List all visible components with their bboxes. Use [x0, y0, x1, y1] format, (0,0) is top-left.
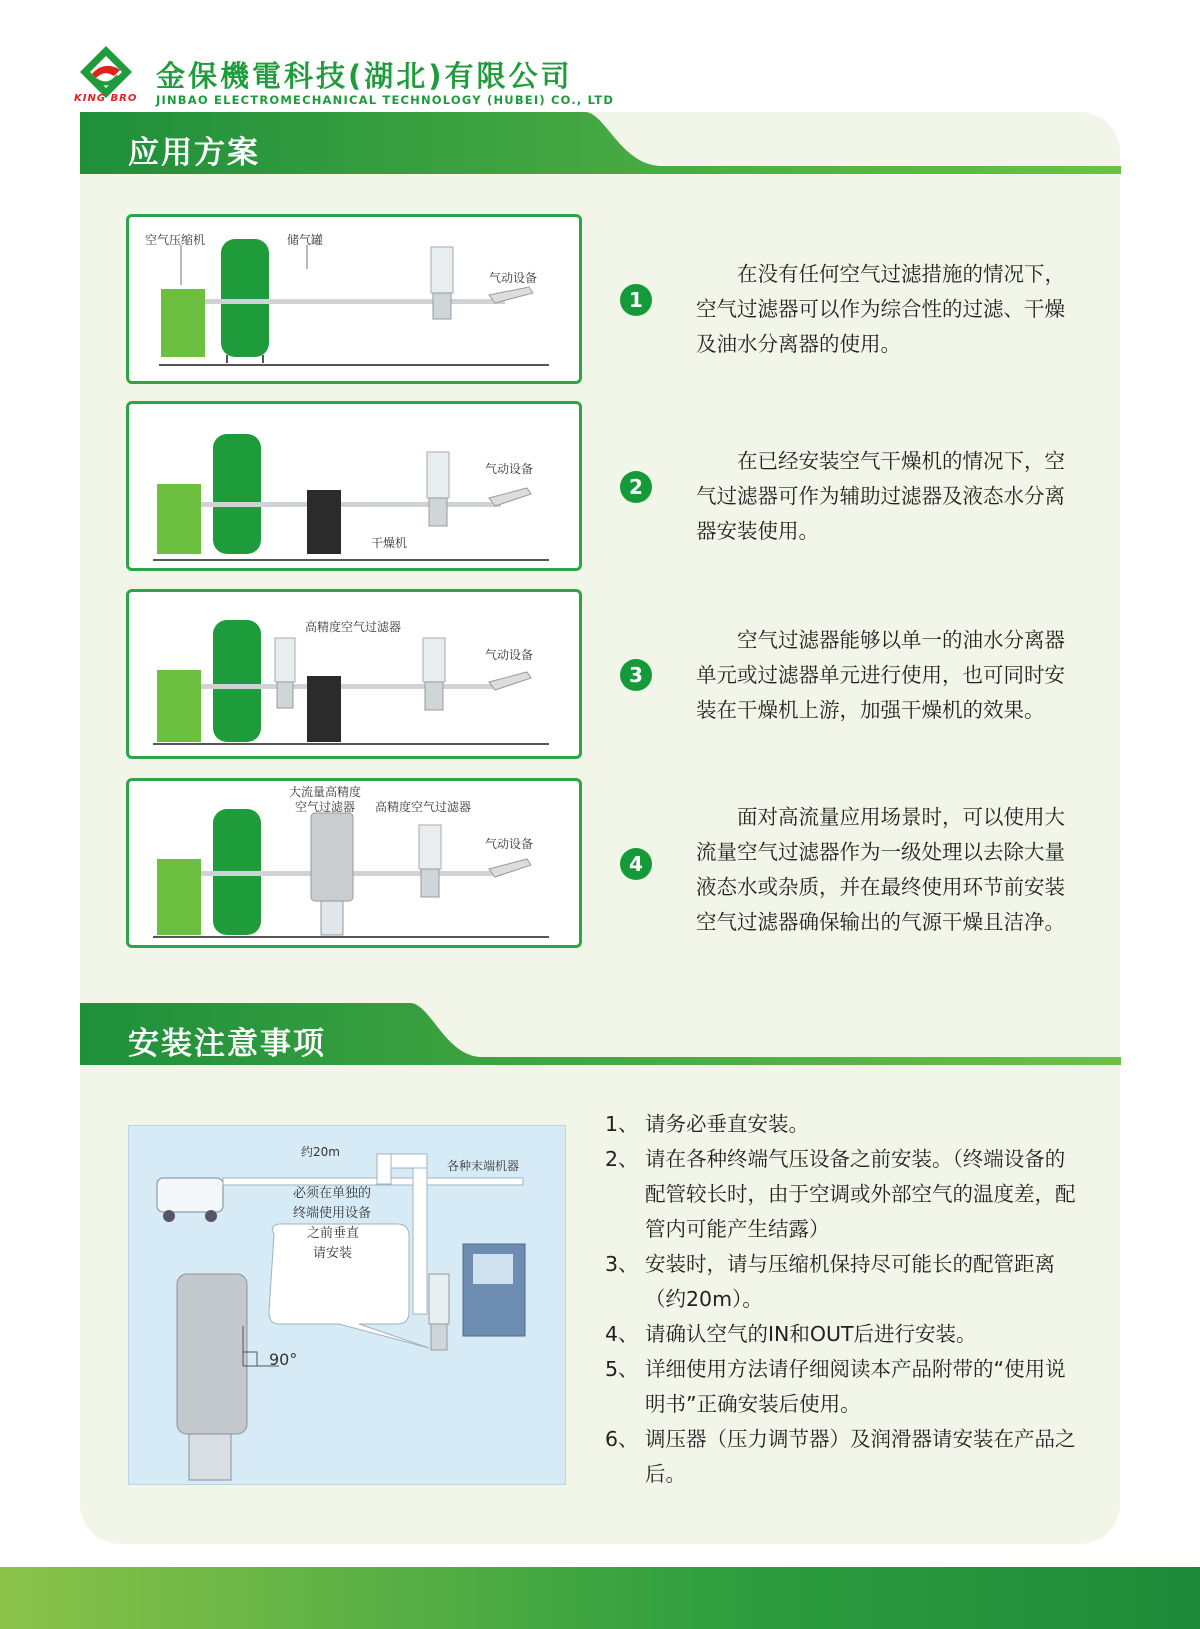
item-number: 1: [620, 284, 652, 316]
logo-text: KING BRO: [74, 93, 138, 104]
item-text: 在没有任何空气过滤措施的情况下，空气过滤器可以作为综合性的过滤、干燥及油水分离器的使用。: [696, 262, 1065, 356]
bubble-line-4: 请安装: [313, 1246, 353, 1261]
install-drawing: [129, 1126, 567, 1486]
label-equipment: 气动设备: [485, 462, 534, 476]
note-item: [605, 1142, 1085, 1247]
label-filter: 高精度空气过滤器: [375, 800, 472, 814]
diagram-1: [126, 214, 582, 384]
diagram-2: [126, 401, 582, 571]
install-notes-list: [605, 1107, 1085, 1492]
label-equipment: 气动设备: [485, 837, 534, 851]
bubble-line-2: 终端使用设备: [293, 1206, 372, 1221]
section-title: 应用方案: [128, 135, 260, 171]
label-filter: 高精度空气过滤器: [305, 620, 402, 634]
company-name-cn: 金保機電科技(湖北)有限公司: [156, 59, 573, 93]
note-item: [605, 1317, 1085, 1352]
note-text: 调压器（压力调节器）及润滑器请安装在产品之后。: [645, 1427, 1076, 1486]
label-compressor: 空气压缩机: [145, 233, 206, 247]
item-text: 在已经安装空气干燥机的情况下，空气过滤器可作为辅助过滤器及液态水分离器安装使用。: [696, 449, 1065, 543]
note-text: 请确认空气的IN和OUT后进行安装。: [645, 1322, 977, 1346]
note-item: [605, 1422, 1085, 1492]
bubble-line-1: 必须在单独的: [293, 1186, 372, 1201]
note-number: 3、: [605, 1252, 639, 1276]
diagram-4: [126, 778, 582, 948]
label-distance: 约20m: [301, 1145, 340, 1159]
note-text: 请务必垂直安装。: [645, 1112, 809, 1136]
company-name-en: JINBAO ELECTROMECHANICAL TECHNOLOGY (HUBEI) CO., LTD: [156, 93, 615, 107]
section-header-install: [80, 1003, 1121, 1073]
bottom-bar: [0, 1567, 1200, 1629]
note-item: [605, 1247, 1085, 1317]
label-tank: 储气罐: [287, 233, 324, 247]
note-number: 2、: [605, 1147, 639, 1171]
bubble-line-3: 之前垂直: [307, 1226, 360, 1241]
diagram-3-illustration: [129, 592, 579, 756]
note-number: 4、: [605, 1322, 639, 1346]
section-header-application: [80, 112, 1121, 182]
label-machines: 各种末端机器: [447, 1159, 520, 1173]
label-big-filter-line1: 大流量高精度: [289, 785, 362, 799]
diagram-2-illustration: [129, 404, 579, 568]
item-text: 面对高流量应用场景时，可以使用大流量空气过滤器作为一级处理以去除大量液态水或杂质，并在最终使用环节前安装空气过滤器确保输出的气源干燥且洁净。: [696, 805, 1065, 934]
label-dryer: 干燥机: [371, 536, 408, 550]
item-number: 2: [620, 471, 652, 503]
diagram-3: [126, 589, 582, 759]
section-title: 安装注意事项: [128, 1026, 326, 1062]
note-number: 1、: [605, 1112, 639, 1136]
label-angle: 90°: [269, 1350, 298, 1369]
label-equipment: 气动设备: [489, 271, 538, 285]
note-text: 详细使用方法请仔细阅读本产品附带的“使用说明书”正确安装后使用。: [645, 1357, 1066, 1416]
item-text: 空气过滤器能够以单一的油水分离器单元或过滤器单元进行使用，也可同时安装在干燥机上游，加强干燥机的效果。: [696, 628, 1065, 722]
label-big-filter-line2: 空气过滤器: [295, 800, 356, 814]
note-item: [605, 1352, 1085, 1422]
note-number: 5、: [605, 1357, 639, 1381]
note-text: 请在各种终端气压设备之前安装。（终端设备的配管较长时，由于空调或外部空气的温度差，配管内可能产生结露）: [645, 1147, 1076, 1241]
install-illustration: [128, 1125, 566, 1485]
note-number: 6、: [605, 1427, 639, 1451]
note-item: [605, 1107, 1085, 1142]
note-text: 安装时，请与压缩机保持尽可能长的配管距离（约20m）。: [645, 1252, 1055, 1311]
item-number: 3: [620, 659, 652, 691]
label-equipment: 气动设备: [485, 648, 534, 662]
item-number: 4: [620, 848, 652, 880]
